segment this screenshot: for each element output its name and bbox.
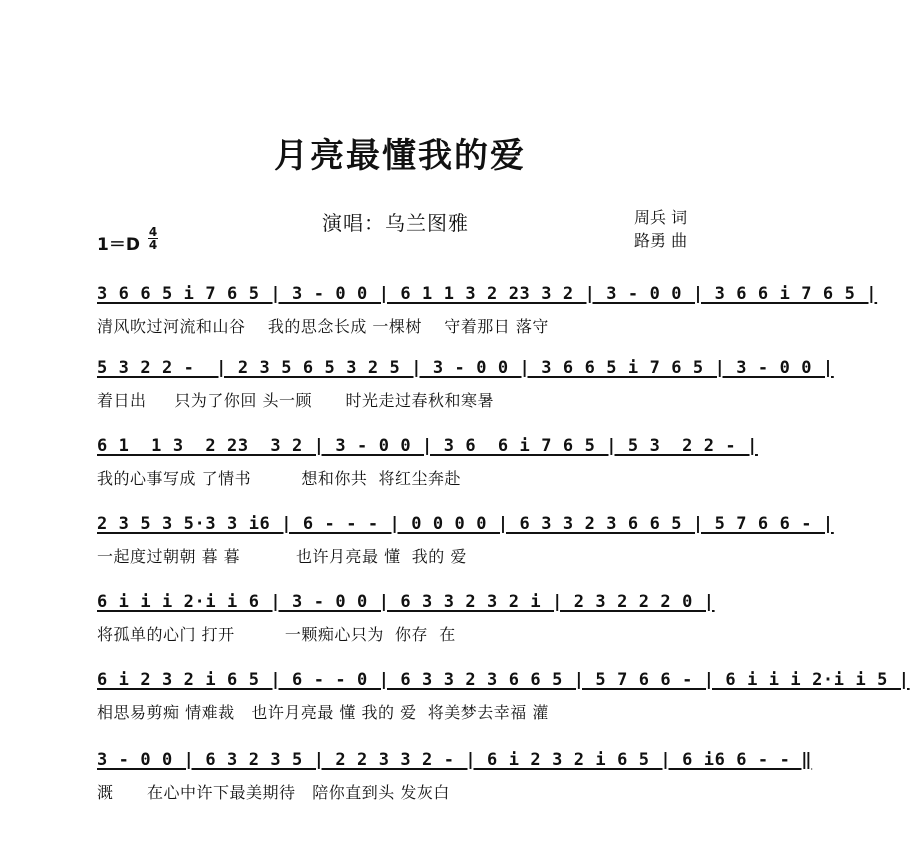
lyric-line: 一起度过朝朝 暮 暮 也许月亮最 懂 我的 爱 bbox=[97, 547, 467, 566]
lyric-line: 着日出 只为了你回 头一顾 时光走过春秋和寒暑 bbox=[97, 391, 495, 410]
lyric-line: 清风吹过河流和山谷 我的思念长成 一棵树 守着那日 落守 bbox=[97, 317, 549, 336]
lyricist-credit: 周兵 词 bbox=[634, 208, 688, 227]
time-signature-top: 4 bbox=[148, 225, 158, 239]
lyric-line: 溉 在心中许下最美期待 陪你直到头 发灰白 bbox=[97, 783, 450, 802]
credits bbox=[634, 206, 687, 252]
composer-credit: 路勇 曲 bbox=[634, 231, 688, 250]
notation-line: 2 3 5 3 5·3 3 i6 | 6 - - - | 0 0 0 0 | 6 3 3 2 3 6 6 5 | 5 7 6 6 - | bbox=[97, 514, 834, 534]
lyric-line: 相思易剪痴 情难裁 也许月亮最 懂 我的 爱 将美梦去幸福 灌 bbox=[97, 703, 549, 722]
notation-line: 6 i 2 3 2 i 6 5 | 6 - - 0 | 6 3 3 2 3 6 6 5 | 5 7 6 6 - | 6 i i i 2·i i 5 | bbox=[97, 670, 910, 690]
time-signature-bottom: 4 bbox=[148, 238, 158, 252]
singer-credit: 演唱：乌兰图雅 bbox=[322, 211, 469, 235]
lyric-line: 我的心事写成 了情书 想和你共 将红尘奔赴 bbox=[97, 469, 462, 488]
notation-line: 5 3 2 2 - | 2 3 5 6 5 3 2 5 | 3 - 0 0 | 3 6 6 5 i 7 6 5 | 3 - 0 0 | bbox=[97, 358, 834, 378]
notation-line: 6 1 1 3 2 23 3 2 | 3 - 0 0 | 3 6 6 i 7 6 5 | 5 3 2 2 - | bbox=[97, 436, 758, 456]
notation-line: 3 - 0 0 | 6 3 2 3 5 | 2 2 3 3 2 - | 6 i 2 3 2 i 6 5 | 6 i6 6 - - ‖ bbox=[97, 750, 813, 770]
key-signature: 1＝D bbox=[97, 235, 140, 255]
notation-line: 3 6 6 5 i 7 6 5 | 3 - 0 0 | 6 1 1 3 2 23 3 2 | 3 - 0 0 | 3 6 6 i 7 6 5 | bbox=[97, 284, 878, 304]
lyric-line: 将孤单的心门 打开 一颗痴心只为 你存 在 bbox=[97, 625, 456, 644]
notation-line: 6 i i i 2·i i 6 | 3 - 0 0 | 6 3 3 2 3 2 i | 2 3 2 2 2 0 | bbox=[97, 592, 715, 612]
time-signature bbox=[148, 226, 158, 251]
song-title: 月亮最懂我的爱 bbox=[274, 136, 526, 176]
